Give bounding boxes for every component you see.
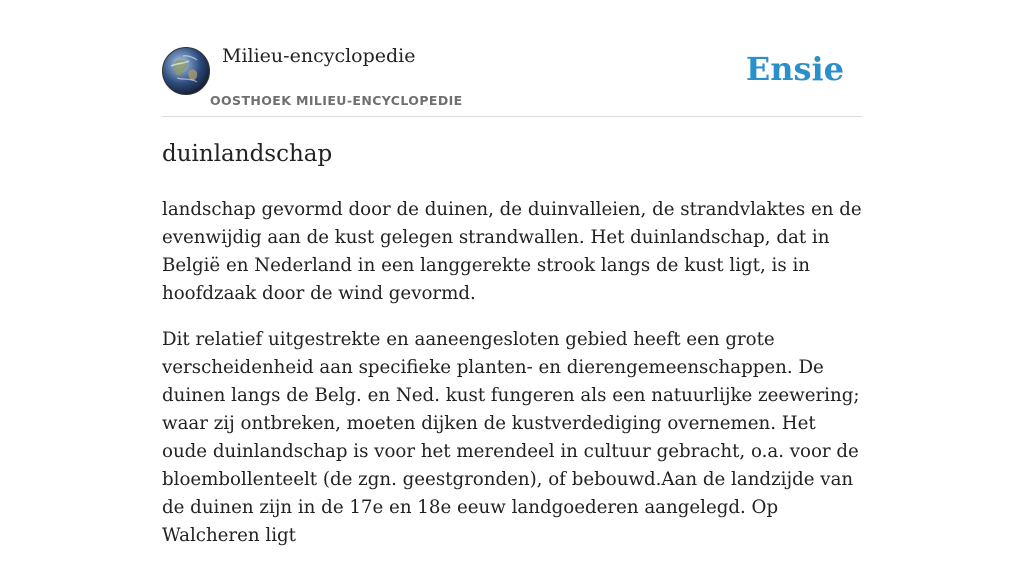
article-paragraph: landschap gevormd door de duinen, de duinvalleien, de strandvlaktes en de evenwijdig aan de kust gelegen strandwallen. Het duinlandschap, dat in België en Nederland in een langgerekte strook langs de kust ligt, is in hoofdzaak door de wind gevormd. [162,199,862,304]
article-title: duinlandschap [162,141,333,167]
earth-globe-icon[interactable] [162,47,210,95]
article [162,138,862,568]
site-name[interactable]: Milieu-encyclopedie [222,45,416,67]
brand-logo[interactable]: Ensie [745,50,844,88]
article-paragraph: Dit relatief uitgestrekte en aaneengesloten gebied heeft een grote verscheidenheid aan specifieke planten- en dierengemeenschappen. De duinen langs de Belg. en Ned. kust fungeren als een natuurlijke zeewering; waar zij ontbreken, moeten dijken de kustverdediging overnemen. Het oude duinlandschap is voor het merendeel in cultuur gebracht, o.a. voor de bloembollenteelt (de zgn. geestgronden), of bebouwd.Aan de landzijde van de duinen zijn in de 17e en 18e eeuw landgoederen aangelegd. Op Walcheren ligt [162,329,860,546]
site-subtitle[interactable]: OOSTHOEK MILIEU-ENCYCLOPEDIE [210,93,463,108]
site-header [162,40,862,117]
